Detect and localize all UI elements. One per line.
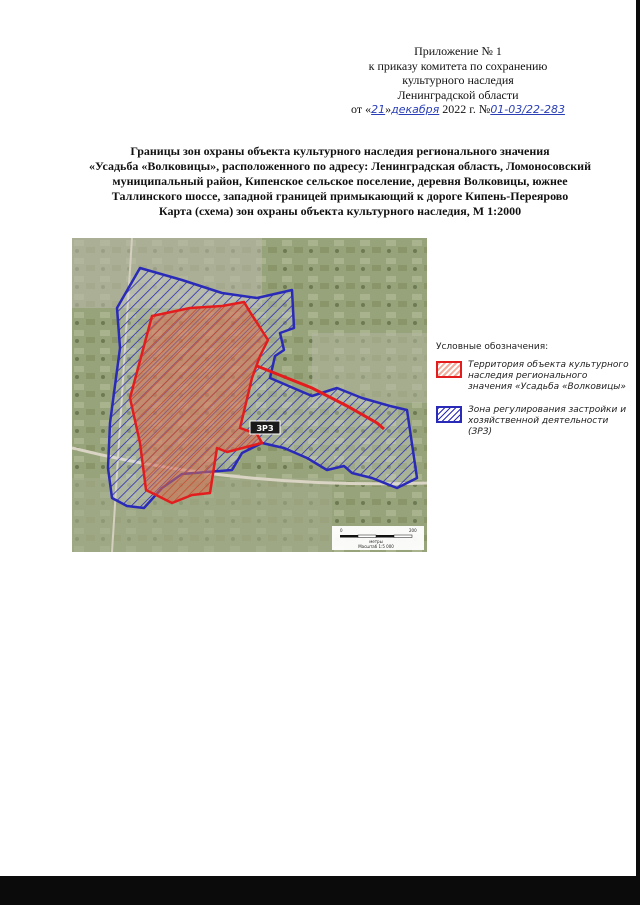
annex-line-3: культурного наследия [402,73,514,87]
handwritten-day: 21 [371,103,386,116]
date-prefix: от « [351,102,372,116]
handwritten-month: декабря [391,103,440,116]
scan-edge-right [636,0,640,905]
date-year: 2022 г. № [439,102,491,116]
title-line-1: Границы зон охраны объекта культурного наследия регионального значения [130,144,550,158]
scale-bar [332,526,424,550]
date-mid: » [385,102,392,116]
map-legend [436,342,632,450]
title-line-3: муниципальный район, Кипенское сельское поселение, деревня Волковицы, южнее [112,174,568,188]
scale-ratio: Масштаб 1:5 000 [358,544,394,549]
annex-header [348,44,568,118]
legend-item-heritage-object [436,360,632,393]
document-title [40,144,640,219]
annex-date-line [348,102,568,118]
annex-line-2: к приказу комитета по сохранению [368,58,548,73]
title-line-2: «Усадьба «Волковицы», расположенного по адресу: Ленинградская область, Ломоносовский [88,159,592,173]
zrz-label: ЗРЗ [256,424,274,433]
scan-edge-bottom [0,876,640,905]
title-line-5: Карта (схема) зон охраны объекта культурного наследия, М 1:2000 [158,204,522,218]
scale-start-label: 0 [340,528,343,533]
annex-line-4: Ленинградской области [397,87,519,102]
scale-unit: метры [369,539,383,544]
title-line-4: Таллинского шоссе, западной границей примыкающий к дороге Кипень-Переярово [111,189,569,203]
legend-title: Условные обозначения: [436,342,549,352]
legend-label-heritage-object: Территория объекта культурного наследия регионального значения «Усадьба «Волковицы» [468,360,629,392]
legend-label-zrz: Зона регулирования застройки и хозяйственной деятельности (ЗРЗ) [468,405,627,437]
red-hatch-swatch-icon [436,361,462,378]
annex-title: Приложение № 1 [414,44,502,58]
legend-item-zrz [436,405,632,438]
blue-hatch-swatch-icon [436,406,462,423]
zone-map [72,238,427,552]
scale-end-label: 200 [409,528,417,533]
handwritten-number: 01-03/22-283 [490,103,565,116]
